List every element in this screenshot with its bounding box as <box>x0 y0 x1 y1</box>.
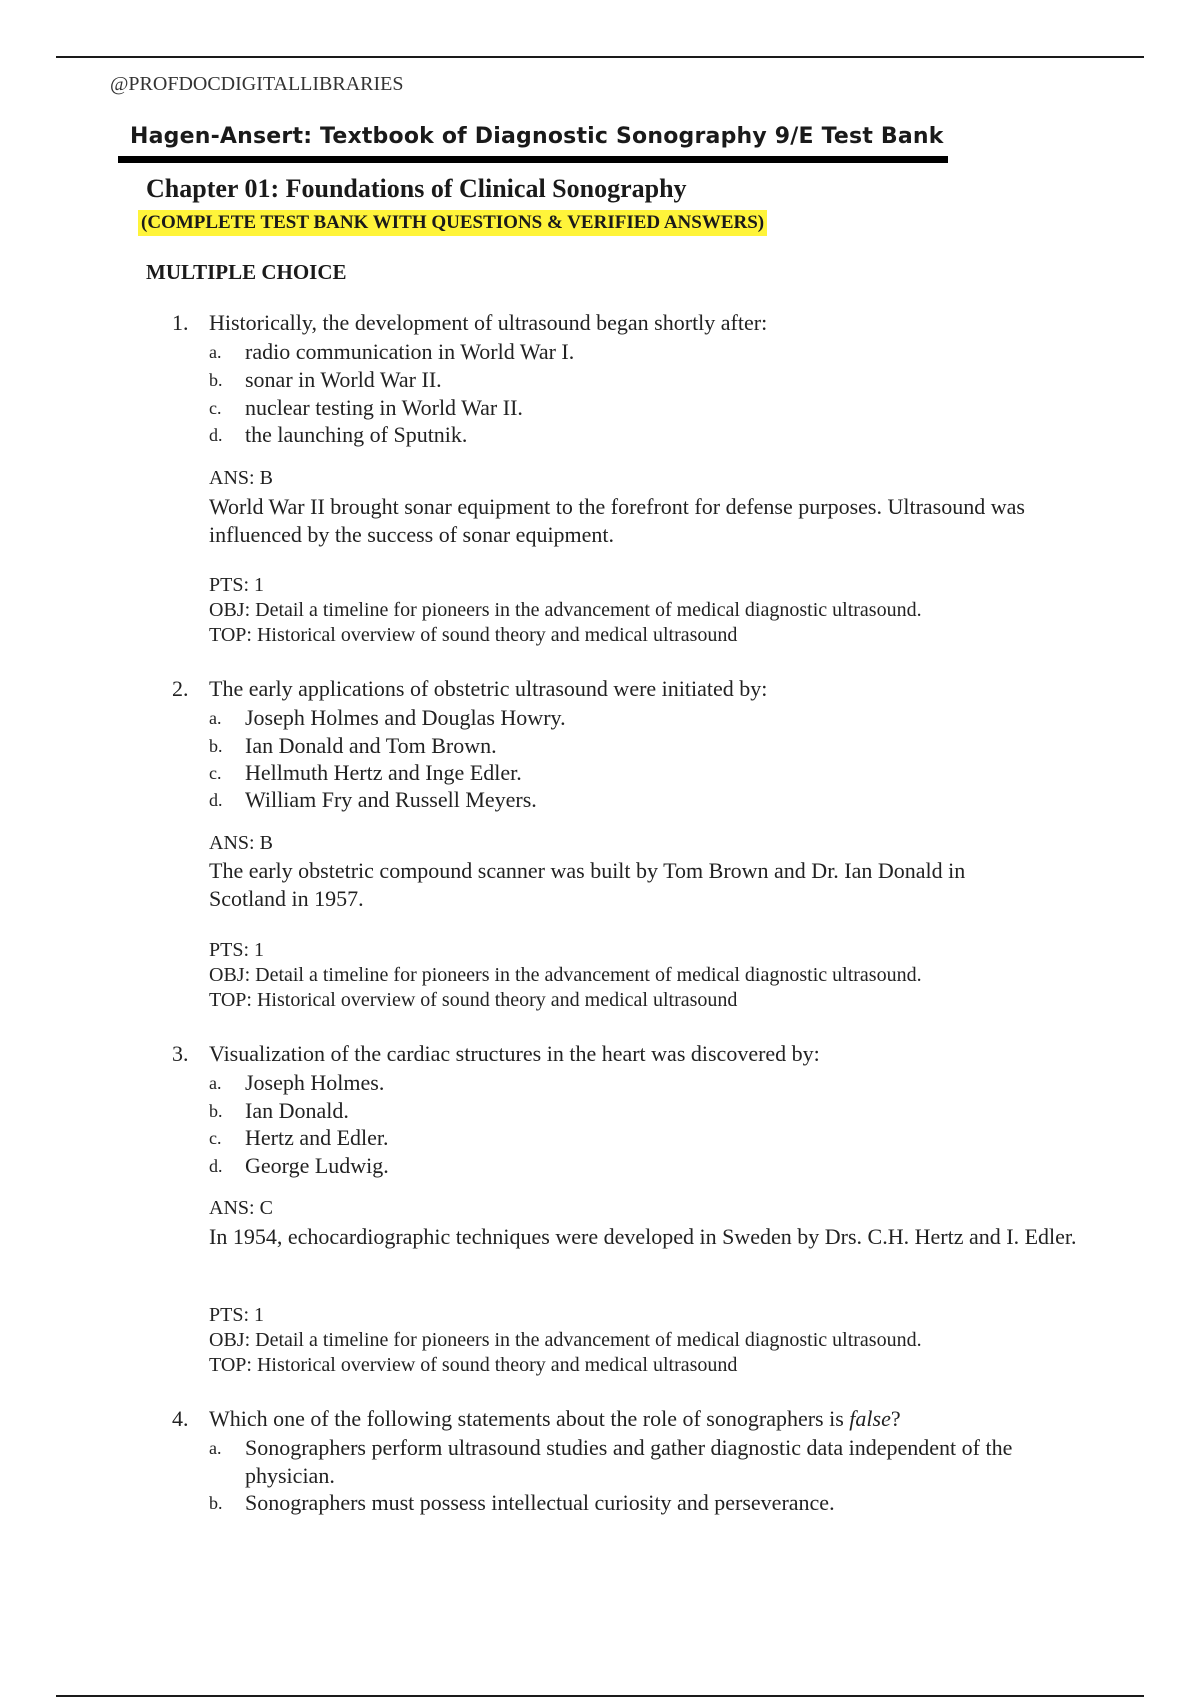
question-stem <box>209 1406 901 1432</box>
watermark: @PROFDOCDIGITALLIBRARIES <box>110 73 404 95</box>
rationale: The early obstetric compound scanner was built by Tom Brown and Dr. Ian Donald in Scotland in 1957. <box>209 858 966 911</box>
choice-a <box>209 1069 1025 1097</box>
objective: OBJ: Detail a timeline for pioneers in the advancement of medical diagnostic ultrasound. <box>209 964 922 986</box>
title-underline-bar <box>118 156 948 163</box>
question-stem-text: Which one of the following statements about the role of sonographers is <box>209 1406 850 1431</box>
points: PTS: 1 <box>209 1304 265 1326</box>
choice-text: Sonographers perform ultrasound studies and gather diagnostic data independent of the physician. <box>245 1435 1013 1488</box>
choice-letter: b. <box>209 736 223 756</box>
choice-text: sonar in World War II. <box>245 367 442 392</box>
points: PTS: 1 <box>209 939 265 961</box>
choice-text: radio communication in World War I. <box>245 339 575 364</box>
topic: TOP: Historical overview of sound theory and medical ultrasound <box>209 624 738 646</box>
choice-letter: d. <box>209 425 223 445</box>
question-number: 1. <box>172 310 189 335</box>
choice-c <box>209 1124 1025 1152</box>
choice-a <box>209 338 1025 366</box>
choice-a <box>209 1434 1025 1490</box>
choice-d <box>209 786 1025 814</box>
choice-text: Hellmuth Hertz and Inge Edler. <box>245 760 522 785</box>
choice-text: Ian Donald and Tom Brown. <box>245 733 497 758</box>
choice-text: Hertz and Edler. <box>245 1125 389 1150</box>
choice-letter: a. <box>209 1073 222 1093</box>
choice-b <box>209 732 1025 760</box>
choice-text: nuclear testing in World War II. <box>245 395 523 420</box>
choice-text: George Ludwig. <box>245 1153 389 1178</box>
choice-letter: c. <box>209 763 222 783</box>
question-stem-end: ? <box>890 1406 901 1431</box>
choice-text: William Fry and Russell Meyers. <box>245 787 537 812</box>
topic: TOP: Historical overview of sound theory and medical ultrasound <box>209 1354 738 1376</box>
choice-c <box>209 394 1025 422</box>
choice-text: the launching of Sputnik. <box>245 422 468 447</box>
answer-key: ANS: B <box>209 832 273 854</box>
question-number: 4. <box>172 1406 189 1431</box>
rationale: In 1954, echocardiographic techniques were developed in Sweden by Drs. C.H. Hertz and I. Edler. <box>209 1224 1077 1249</box>
chapter-title: Chapter 01: Foundations of Clinical Sonography <box>146 174 687 203</box>
question-stem: Visualization of the cardiac structures in the heart was discovered by: <box>209 1041 820 1066</box>
choice-text: Joseph Holmes. <box>245 1070 385 1095</box>
highlighted-note: (COMPLETE TEST BANK WITH QUESTIONS & VERIFIED ANSWERS) <box>138 210 767 236</box>
question-number: 2. <box>172 676 189 701</box>
choice-letter: b. <box>209 1493 223 1513</box>
choice-letter: c. <box>209 1128 222 1148</box>
choice-c <box>209 759 1025 787</box>
choice-a <box>209 704 1025 732</box>
choice-letter: d. <box>209 790 223 810</box>
question-stem: Historically, the development of ultrasound began shortly after: <box>209 310 768 335</box>
choice-letter: a. <box>209 1438 222 1458</box>
objective: OBJ: Detail a timeline for pioneers in the advancement of medical diagnostic ultrasound. <box>209 599 922 621</box>
choice-text: Joseph Holmes and Douglas Howry. <box>245 705 566 730</box>
choice-letter: a. <box>209 708 222 728</box>
rationale: World War II brought sonar equipment to the forefront for defense purposes. Ultrasound was influenced by the success of sonar equipment. <box>209 494 1025 547</box>
answer-key: ANS: B <box>209 467 273 489</box>
section-heading: MULTIPLE CHOICE <box>146 260 347 284</box>
choice-letter: d. <box>209 1156 223 1176</box>
question-number: 3. <box>172 1041 189 1066</box>
question-stem: The early applications of obstetric ultrasound were initiated by: <box>209 676 768 701</box>
choice-text: Sonographers must possess intellectual curiosity and perseverance. <box>245 1490 835 1515</box>
choice-b <box>209 1097 1025 1125</box>
question-stem-emphasis: false <box>849 1406 891 1431</box>
points: PTS: 1 <box>209 574 265 596</box>
choice-letter: c. <box>209 398 222 418</box>
top-rule <box>56 56 1144 58</box>
choice-letter: b. <box>209 1101 223 1121</box>
choice-b <box>209 366 1025 394</box>
book-title: Hagen-Ansert: Textbook of Diagnostic Sonography 9/E Test Bank <box>130 124 944 149</box>
choice-d <box>209 421 1025 449</box>
topic: TOP: Historical overview of sound theory and medical ultrasound <box>209 989 738 1011</box>
bottom-rule <box>56 1695 1144 1697</box>
choice-d <box>209 1152 1025 1180</box>
objective: OBJ: Detail a timeline for pioneers in the advancement of medical diagnostic ultrasound. <box>209 1329 922 1351</box>
choice-text: Ian Donald. <box>245 1098 349 1123</box>
choice-letter: a. <box>209 342 222 362</box>
answer-key: ANS: C <box>209 1197 273 1219</box>
choice-letter: b. <box>209 370 223 390</box>
choice-b <box>209 1489 1025 1517</box>
